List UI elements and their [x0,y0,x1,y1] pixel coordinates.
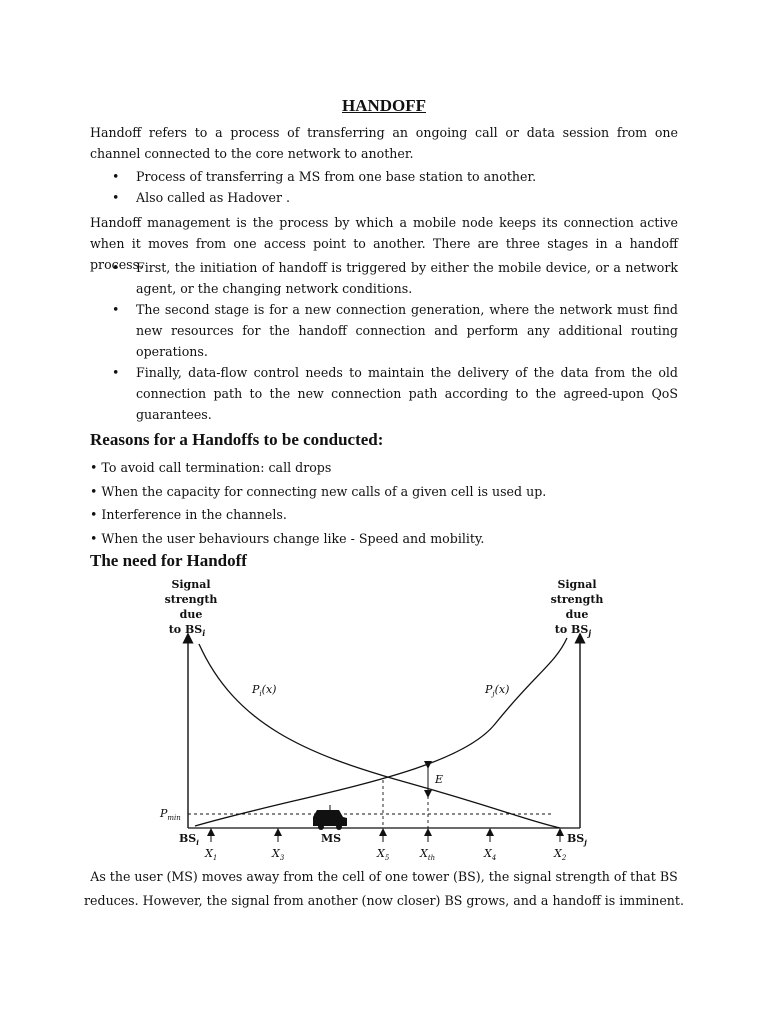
list-item: • Also called as Hadover . [90,187,678,208]
stages-list [90,257,678,425]
curve-pi-label: $P_i(x)$ [252,683,277,698]
list-item: • When the capacity for connecting new calls of a given cell is used up. [90,483,547,499]
list-item: • Process of transferring a MS from one base station to another. [90,166,678,187]
list-item: • Finally, data-flow control needs to maintain the delivery of the data from the old connection path to the new connection path according to the agreed-upon QoS guarantees. [90,362,678,425]
list-item: • Interference in the channels. [90,507,287,522]
svg-text:X3: $X_3$ [272,847,285,862]
svg-text:due: due [179,608,203,621]
svg-text:Signal: Signal [171,578,211,591]
list-item: • The second stage is for a new connection generation, where the network must find new resources for the handoff connection and perform any additional routing operations. [90,299,678,362]
list-item: • To avoid call termination: call drops [90,460,332,475]
svg-text:due: due [565,608,589,621]
intro-bullet-list [90,166,678,208]
handoff-signal-diagram [155,574,615,864]
reasons-list [90,456,678,550]
bs-left-label: $BS_i$ [179,832,199,847]
svg-text:Xth: $X_{th}$ [420,847,436,862]
svg-text:to BSj: to $BS_j$ [554,623,592,638]
svg-text:X1: $X_1$ [205,847,218,862]
svg-text:Signal: Signal [557,578,597,591]
bs-right-label: $BS_j$ [567,832,587,847]
e-gap-label: E [435,773,444,786]
left-axis-label [165,578,218,638]
svg-text:X4: $X_4$ [484,847,497,862]
list-item: • First, the initiation of handoff is triggered by either the mobile device, or a network agent, or the changing network conditions. [90,257,678,299]
svg-text:X5: $X_5$ [377,847,390,862]
list-item: • When the user behaviours change like - Speed and mobility. [90,530,485,546]
management-paragraph: Handoff management is the process by which a mobile node keeps its connection active when it moves from one access point to another. There are three stages in a handoff process. [90,215,678,272]
ms-label: MS [321,832,342,845]
need-heading: The need for Handoff [90,551,247,570]
x-marker-labels [204,847,567,862]
reasons-heading: Reasons for a Handoffs to be conducted: [90,430,384,449]
car-icon [313,805,347,830]
curve-pi [199,644,560,828]
diagram-caption: As the user (MS) moves away from the cell of one tower (BS), the signal strength of that BS reduces. However, the signal from another (now closer) BS grows, and a handoff is imminent. [84,869,684,908]
x-markers [211,832,560,842]
svg-text:to BSi: to $BS_i$ [168,623,206,638]
curve-pj-label: $P_j(x)$ [485,683,510,698]
svg-text:strength: strength [550,593,604,606]
curve-pj [195,638,567,826]
page-title: HANDOFF [341,96,427,115]
pmin-label: $P_{min}$ [160,807,181,822]
intro-paragraph: Handoff refers to a process of transferring an ongoing call or data session from one channel connected to the core network to another. [90,125,678,161]
right-axis-label [551,578,604,638]
svg-text:X2: $X_2$ [554,847,567,862]
svg-text:strength: strength [164,593,218,606]
